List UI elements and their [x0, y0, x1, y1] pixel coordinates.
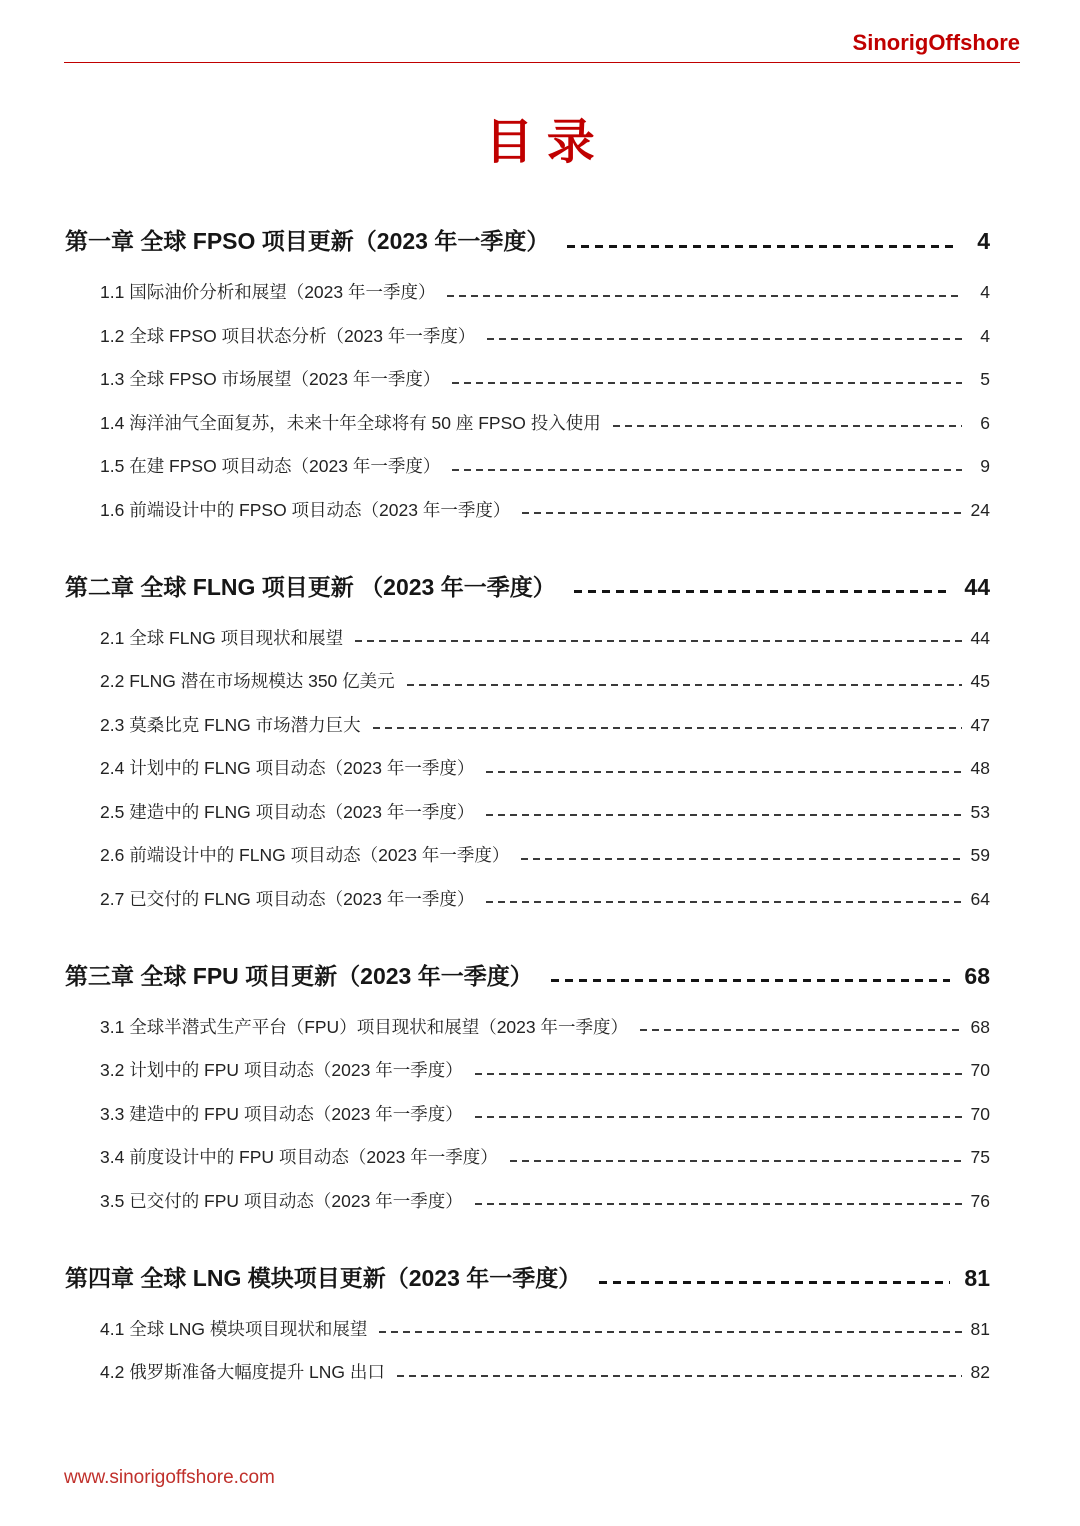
- dot-leader: [475, 1073, 962, 1075]
- toc-chapter-row[interactable]: [65, 226, 990, 256]
- dot-leader: [487, 338, 962, 340]
- toc-chapter-row[interactable]: [65, 1263, 990, 1293]
- toc-entry-label: 3.1 全球半潜式生产平台（FPU）项目现状和展望（2023 年一季度）: [100, 1016, 628, 1037]
- dot-leader: [551, 979, 951, 982]
- page-number: 82: [970, 1362, 990, 1382]
- page-number: 4: [977, 228, 990, 254]
- page-number: 47: [970, 714, 990, 735]
- dot-leader: [486, 814, 962, 816]
- toc-entry-label: 4.2 俄罗斯准备大幅度提升 LNG 出口: [100, 1362, 385, 1382]
- dot-leader: [355, 640, 962, 642]
- page-number: 48: [970, 758, 990, 778]
- page-number: 4: [980, 325, 990, 346]
- toc-item-row[interactable]: [65, 626, 990, 650]
- page-number: 45: [970, 671, 990, 691]
- toc-item-row[interactable]: [65, 843, 990, 867]
- toc-entry-label: 1.1 国际油价分析和展望（2023 年一季度）: [100, 282, 436, 302]
- toc-entry-label: 第三章 全球 FPU 项目更新（2023 年一季度）: [65, 962, 533, 989]
- page-number: 75: [970, 1147, 990, 1167]
- toc-entry-label: 3.4 前度设计中的 FPU 项目动态（2023 年一季度）: [100, 1147, 498, 1167]
- toc-item-row[interactable]: [65, 713, 990, 737]
- toc-entry-label: 4.1 全球 LNG 模块项目现状和展望: [100, 1318, 368, 1339]
- dot-leader: [486, 901, 962, 903]
- toc-item-row[interactable]: [65, 1189, 990, 1213]
- dot-leader: [447, 295, 962, 297]
- toc-chapter-block: [65, 1263, 990, 1385]
- toc-item-row[interactable]: [65, 1102, 990, 1126]
- table-of-contents: [65, 226, 990, 1404]
- page-header: [64, 30, 1020, 71]
- dot-leader: [567, 245, 954, 248]
- page-number: 70: [970, 1060, 990, 1080]
- toc-entry-label: 3.2 计划中的 FPU 项目动态（2023 年一季度）: [100, 1060, 463, 1080]
- page-number: 53: [970, 801, 990, 822]
- dot-leader: [452, 469, 962, 471]
- dot-leader: [475, 1203, 962, 1205]
- dot-leader: [486, 771, 962, 773]
- toc-chapter-block: [65, 961, 990, 1213]
- toc-item-row[interactable]: [65, 367, 990, 391]
- toc-entry-label: 3.3 建造中的 FPU 项目动态（2023 年一季度）: [100, 1103, 463, 1124]
- toc-entry-label: 2.2 FLNG 潜在市场规模达 350 亿美元: [100, 671, 395, 691]
- toc-item-row[interactable]: [65, 280, 990, 304]
- page-number: 70: [970, 1103, 990, 1124]
- page-number: 81: [964, 1264, 990, 1291]
- toc-entry-label: 2.3 莫桑比克 FLNG 市场潜力巨大: [100, 714, 361, 735]
- page-number: 76: [970, 1190, 990, 1211]
- toc-item-row[interactable]: [65, 498, 990, 522]
- toc-entry-label: 第四章 全球 LNG 模块项目更新（2023 年一季度）: [65, 1264, 582, 1291]
- dot-leader: [379, 1331, 962, 1333]
- toc-entry-label: 3.5 已交付的 FPU 项目动态（2023 年一季度）: [100, 1190, 463, 1211]
- toc-entry-label: 第二章 全球 FLNG 项目更新 （2023 年一季度）: [65, 573, 556, 600]
- toc-item-row[interactable]: [65, 454, 990, 478]
- page-number: 81: [970, 1318, 990, 1339]
- toc-entry-label: 2.7 已交付的 FLNG 项目动态（2023 年一季度）: [100, 888, 475, 909]
- toc-entry-label: 1.2 全球 FPSO 项目状态分析（2023 年一季度）: [100, 325, 476, 346]
- toc-entry-label: 1.6 前端设计中的 FPSO 项目动态（2023 年一季度）: [100, 499, 511, 520]
- toc-entry-label: 2.4 计划中的 FLNG 项目动态（2023 年一季度）: [100, 758, 475, 778]
- page-number: 44: [970, 627, 990, 648]
- page-number: 5: [980, 369, 990, 389]
- dot-leader: [599, 1281, 950, 1284]
- dot-leader: [407, 684, 962, 686]
- page-number: 59: [970, 845, 990, 865]
- toc-item-row[interactable]: [65, 1360, 990, 1384]
- toc-entry-label: 2.5 建造中的 FLNG 项目动态（2023 年一季度）: [100, 801, 475, 822]
- toc-item-row[interactable]: [65, 1015, 990, 1039]
- page-number: 68: [964, 962, 990, 989]
- page-number: 64: [970, 888, 990, 909]
- dot-leader: [510, 1160, 962, 1162]
- dot-leader: [373, 727, 962, 729]
- page-title: 目录: [485, 116, 609, 169]
- toc-item-row[interactable]: [65, 756, 990, 780]
- dot-leader: [640, 1029, 962, 1031]
- toc-chapter-block: [65, 572, 990, 911]
- page-number: 68: [970, 1016, 990, 1037]
- page-number: 24: [970, 499, 990, 520]
- dot-leader: [522, 512, 962, 514]
- page-number: 44: [964, 573, 990, 600]
- toc-item-row[interactable]: [65, 669, 990, 693]
- dot-leader: [613, 425, 962, 427]
- toc-entry-label: 2.1 全球 FLNG 项目现状和展望: [100, 627, 344, 648]
- toc-item-row[interactable]: [65, 1058, 990, 1082]
- toc-entry-label: 1.5 在建 FPSO 项目动态（2023 年一季度）: [100, 456, 441, 476]
- toc-item-row[interactable]: [65, 1145, 990, 1169]
- toc-entry-label: 1.3 全球 FPSO 市场展望（2023 年一季度）: [100, 369, 441, 389]
- toc-item-row[interactable]: [65, 887, 990, 911]
- toc-entry-label: 第一章 全球 FPSO 项目更新（2023 年一季度）: [65, 228, 550, 254]
- toc-chapter-row[interactable]: [65, 961, 990, 991]
- brand-logo: SinorigOffshore: [852, 30, 1020, 55]
- toc-chapter-block: [65, 226, 990, 522]
- page-number: 9: [980, 456, 990, 476]
- dot-leader: [475, 1116, 962, 1118]
- page-number: 4: [980, 282, 990, 302]
- dot-leader: [574, 590, 951, 593]
- toc-chapter-row[interactable]: [65, 572, 990, 602]
- header-divider: [64, 62, 1020, 63]
- toc-entry-label: 2.6 前端设计中的 FLNG 项目动态（2023 年一季度）: [100, 845, 510, 865]
- toc-item-row[interactable]: [65, 800, 990, 824]
- footer-website-link[interactable]: www.sinorigoffshore.com: [64, 1467, 275, 1488]
- page-footer: [64, 1466, 275, 1490]
- dot-leader: [452, 382, 962, 384]
- toc-entry-label: 1.4 海洋油气全面复苏，未来十年全球将有 50 座 FPSO 投入使用: [100, 412, 601, 433]
- toc-item-row[interactable]: [65, 324, 990, 348]
- toc-item-row[interactable]: [65, 1317, 990, 1341]
- dot-leader: [521, 858, 962, 860]
- page-number: 6: [980, 412, 990, 433]
- toc-item-row[interactable]: [65, 411, 990, 435]
- dot-leader: [397, 1375, 962, 1377]
